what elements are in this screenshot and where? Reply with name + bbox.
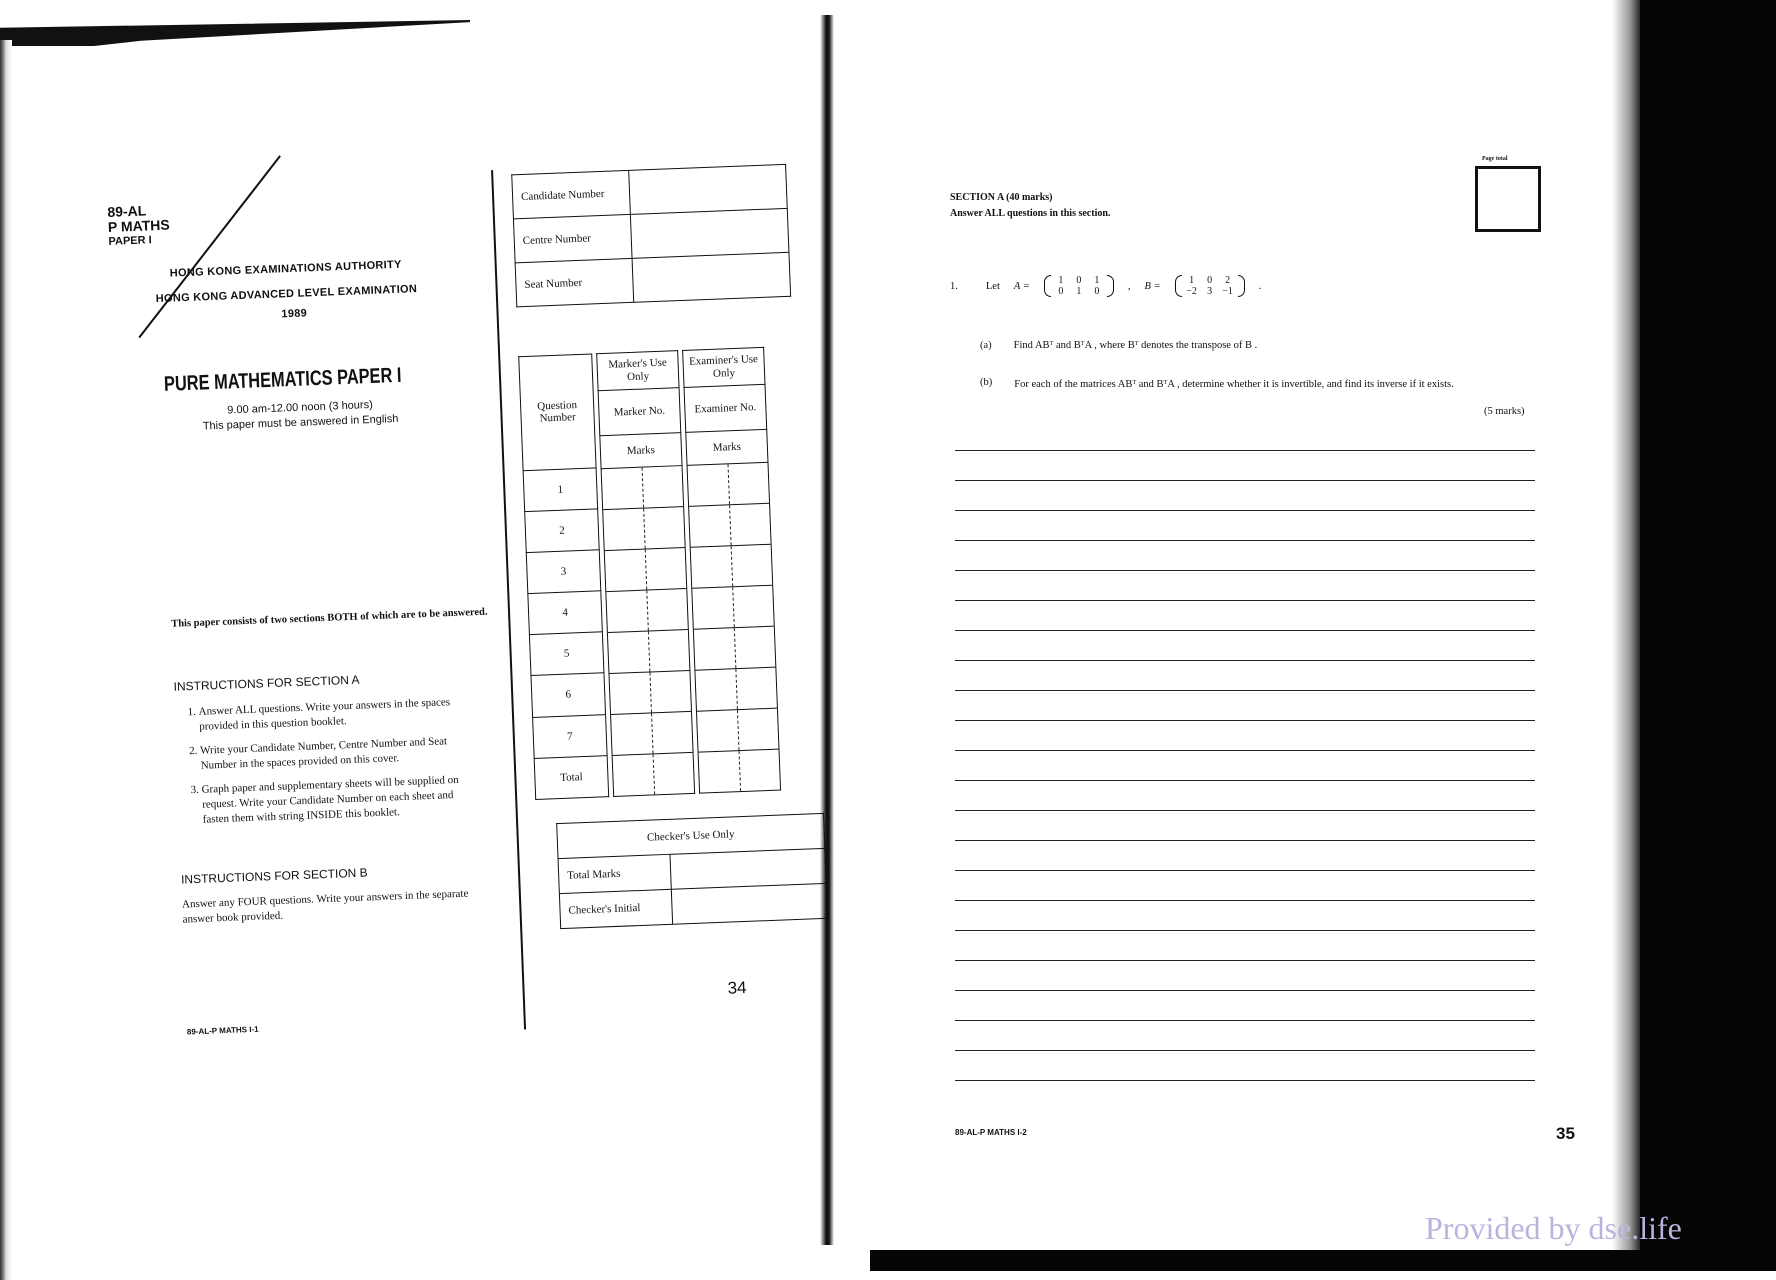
scan-border-right: [1640, 0, 1776, 1271]
question-row: 2: [525, 509, 600, 553]
mark-cell[interactable]: [735, 667, 777, 710]
answer-line: [955, 840, 1535, 841]
matrix-b-label: B =: [1144, 280, 1161, 292]
question-row: 1: [523, 467, 598, 511]
mark-cell[interactable]: [653, 752, 695, 794]
question-part-b: (b) For each of the matrices ABᵀ and BᵀA , determine whether it is invertible, and find its inverse if it exists.: [980, 377, 1454, 390]
seat-number-field[interactable]: [632, 252, 791, 302]
answer-line: [955, 810, 1535, 811]
page-total-box[interactable]: [1475, 166, 1541, 232]
answer-line: [955, 780, 1535, 781]
answer-line: [955, 930, 1535, 931]
answer-line: [955, 900, 1535, 901]
answer-line: [955, 600, 1535, 601]
mark-cell[interactable]: [646, 589, 688, 632]
mark-cell[interactable]: [732, 585, 774, 628]
language-note: This paper must be answered in English: [202, 412, 399, 433]
marks-allocation: (5 marks): [1484, 406, 1525, 417]
mark-cell[interactable]: [648, 629, 690, 672]
checker-table: [556, 813, 828, 929]
examiner-marks-label: Marks: [686, 429, 768, 465]
let-label: Let: [985, 280, 1000, 292]
marker-column: [596, 350, 695, 797]
instruction-item: 2. Write your Candidate Number, Centre Number and Seat Number in the spaces provided on this cover.: [200, 733, 477, 774]
answer-line: [955, 960, 1535, 961]
question-row: 4: [528, 591, 603, 635]
examiner-no-label: Examiner No.: [684, 384, 767, 432]
section-b-instructions: Answer any FOUR questions. Write your answers in the separate answer book provided.: [181, 887, 469, 926]
paper-title: PURE MATHEMATICS PAPER I: [163, 363, 402, 396]
page-number: 34: [727, 977, 747, 998]
instruction-item: 3. Graph paper and supplementary sheets will be supplied on request. Write your Candidate Number on each sheet and fasten them with string INSIDE this booklet.: [201, 772, 479, 828]
mark-cell[interactable]: [694, 628, 736, 671]
scan-shadow-top: [0, 20, 470, 46]
marks-table: [518, 347, 781, 800]
answer-line: [955, 1050, 1535, 1051]
marker-marks-label: Marks: [600, 433, 682, 469]
candidate-table: [511, 164, 791, 307]
mark-cell[interactable]: [642, 466, 684, 508]
paper-code: 89-AL P MATHS PAPER I: [107, 202, 170, 248]
answer-line: [955, 870, 1535, 871]
candidate-number-label: Candidate Number: [512, 170, 631, 218]
footer-code: 89-AL-P MATHS I-1: [186, 1024, 259, 1037]
scan-border-bottom: [870, 1250, 1776, 1271]
question-part-a: (a) Find ABᵀ and BᵀA , where Bᵀ denotes the transpose of B .: [980, 340, 1258, 351]
mark-cell[interactable]: [728, 463, 770, 505]
answer-line: [955, 1020, 1535, 1021]
candidate-number-field[interactable]: [629, 164, 788, 214]
mark-cell[interactable]: [739, 749, 781, 791]
mark-cell[interactable]: [651, 711, 693, 754]
total-marks-field[interactable]: [670, 848, 826, 889]
seat-number-label: Seat Number: [515, 258, 634, 306]
scan-shadow-left: [0, 40, 12, 1280]
answer-line: [955, 510, 1535, 511]
matrix-a-label: A =: [1013, 280, 1030, 292]
matrix-b: 1 0 2 −2 3 −1: [1175, 275, 1245, 297]
mark-cell[interactable]: [691, 546, 733, 589]
cover-page: [105, 122, 865, 1199]
mark-cell[interactable]: [729, 503, 771, 546]
footer-code-right: 89-AL-P MATHS I-2: [955, 1128, 1027, 1137]
mark-cell[interactable]: [737, 708, 779, 751]
total-row: Total: [534, 755, 609, 799]
exam-year: 1989: [281, 307, 308, 321]
mark-cell[interactable]: [688, 464, 730, 506]
answer-line: [955, 1080, 1535, 1081]
mark-cell[interactable]: [734, 626, 776, 669]
exam-time: 9.00 am-12.00 noon (3 hours): [227, 398, 373, 417]
answer-line: [955, 630, 1535, 631]
mark-cell[interactable]: [606, 590, 648, 633]
mark-cell[interactable]: [695, 669, 737, 712]
mark-cell[interactable]: [689, 505, 731, 548]
mark-cell[interactable]: [603, 508, 645, 551]
section-a-heading: INSTRUCTIONS FOR SECTION A: [173, 672, 360, 694]
question-row: 6: [531, 673, 606, 717]
question-row: 7: [533, 714, 608, 758]
answer-line: [955, 450, 1535, 451]
marker-marks-grid: [602, 466, 694, 796]
marker-no-label: Marker No.: [598, 388, 681, 436]
section-heading: SECTION A (40 marks) Answer ALL questions in this section.: [950, 192, 1111, 219]
section-a-instructions: [174, 694, 479, 837]
question-row: 3: [526, 550, 601, 594]
matrix-a: 1 0 1 0 1 0: [1044, 275, 1114, 297]
centre-number-label: Centre Number: [513, 214, 632, 262]
question-number-header: Question Number: [519, 354, 596, 470]
marker-header: Marker's Use Only: [597, 351, 679, 391]
sections-note: This paper consists of two sections BOTH of which are to be answered.: [171, 606, 488, 630]
centre-number-field[interactable]: [630, 208, 789, 258]
mark-cell[interactable]: [611, 713, 653, 756]
checker-initial-field[interactable]: [671, 883, 827, 924]
total-marks-label: Total Marks: [558, 854, 671, 893]
mark-cell[interactable]: [608, 631, 650, 674]
answer-line: [955, 990, 1535, 991]
mark-cell[interactable]: [605, 549, 647, 592]
question-row: 5: [529, 632, 604, 676]
exam-name: HONG KONG ADVANCED LEVEL EXAMINATION: [155, 283, 418, 306]
checker-header: Checker's Use Only: [557, 813, 825, 858]
examiner-column: [682, 347, 781, 794]
question-1: 1. Let A = 1 0 1 0 1 0 , B = 1 0 2 −2 3 −1 .: [950, 275, 1262, 297]
mark-cell[interactable]: [602, 468, 644, 510]
mark-cell[interactable]: [609, 672, 651, 715]
answer-line: [955, 690, 1535, 691]
question-number: 1.: [950, 280, 958, 292]
scan-shadow-right: [1612, 0, 1642, 1271]
section-b-heading: INSTRUCTIONS FOR SECTION B: [180, 865, 368, 887]
mark-cell[interactable]: [731, 544, 773, 587]
mark-cell[interactable]: [699, 751, 741, 793]
answer-line: [955, 720, 1535, 721]
checker-initial-label: Checker's Initial: [559, 889, 672, 928]
instruction-item: 1. Answer ALL questions. Write your answers in the spaces provided in this question booklet.: [198, 694, 475, 735]
mark-cell[interactable]: [613, 754, 655, 796]
authority-name: HONG KONG EXAMINATIONS AUTHORITY: [169, 258, 402, 280]
answer-line: [955, 660, 1535, 661]
answer-line: [955, 750, 1535, 751]
watermark: Provided by dse.life: [1425, 1210, 1682, 1246]
answer-line: [955, 570, 1535, 571]
answer-line: [955, 540, 1535, 541]
mark-cell[interactable]: [643, 507, 685, 550]
mark-cell[interactable]: [645, 548, 687, 591]
mark-cell[interactable]: [649, 670, 691, 713]
examiner-marks-grid: [688, 463, 780, 793]
page-number-right: 35: [1556, 1124, 1575, 1143]
mark-cell[interactable]: [692, 587, 734, 630]
examiner-header: Examiner's Use Only: [683, 347, 765, 387]
answer-line: [955, 480, 1535, 481]
mark-cell[interactable]: [697, 710, 739, 753]
page-total-label: Page total: [1482, 156, 1508, 162]
